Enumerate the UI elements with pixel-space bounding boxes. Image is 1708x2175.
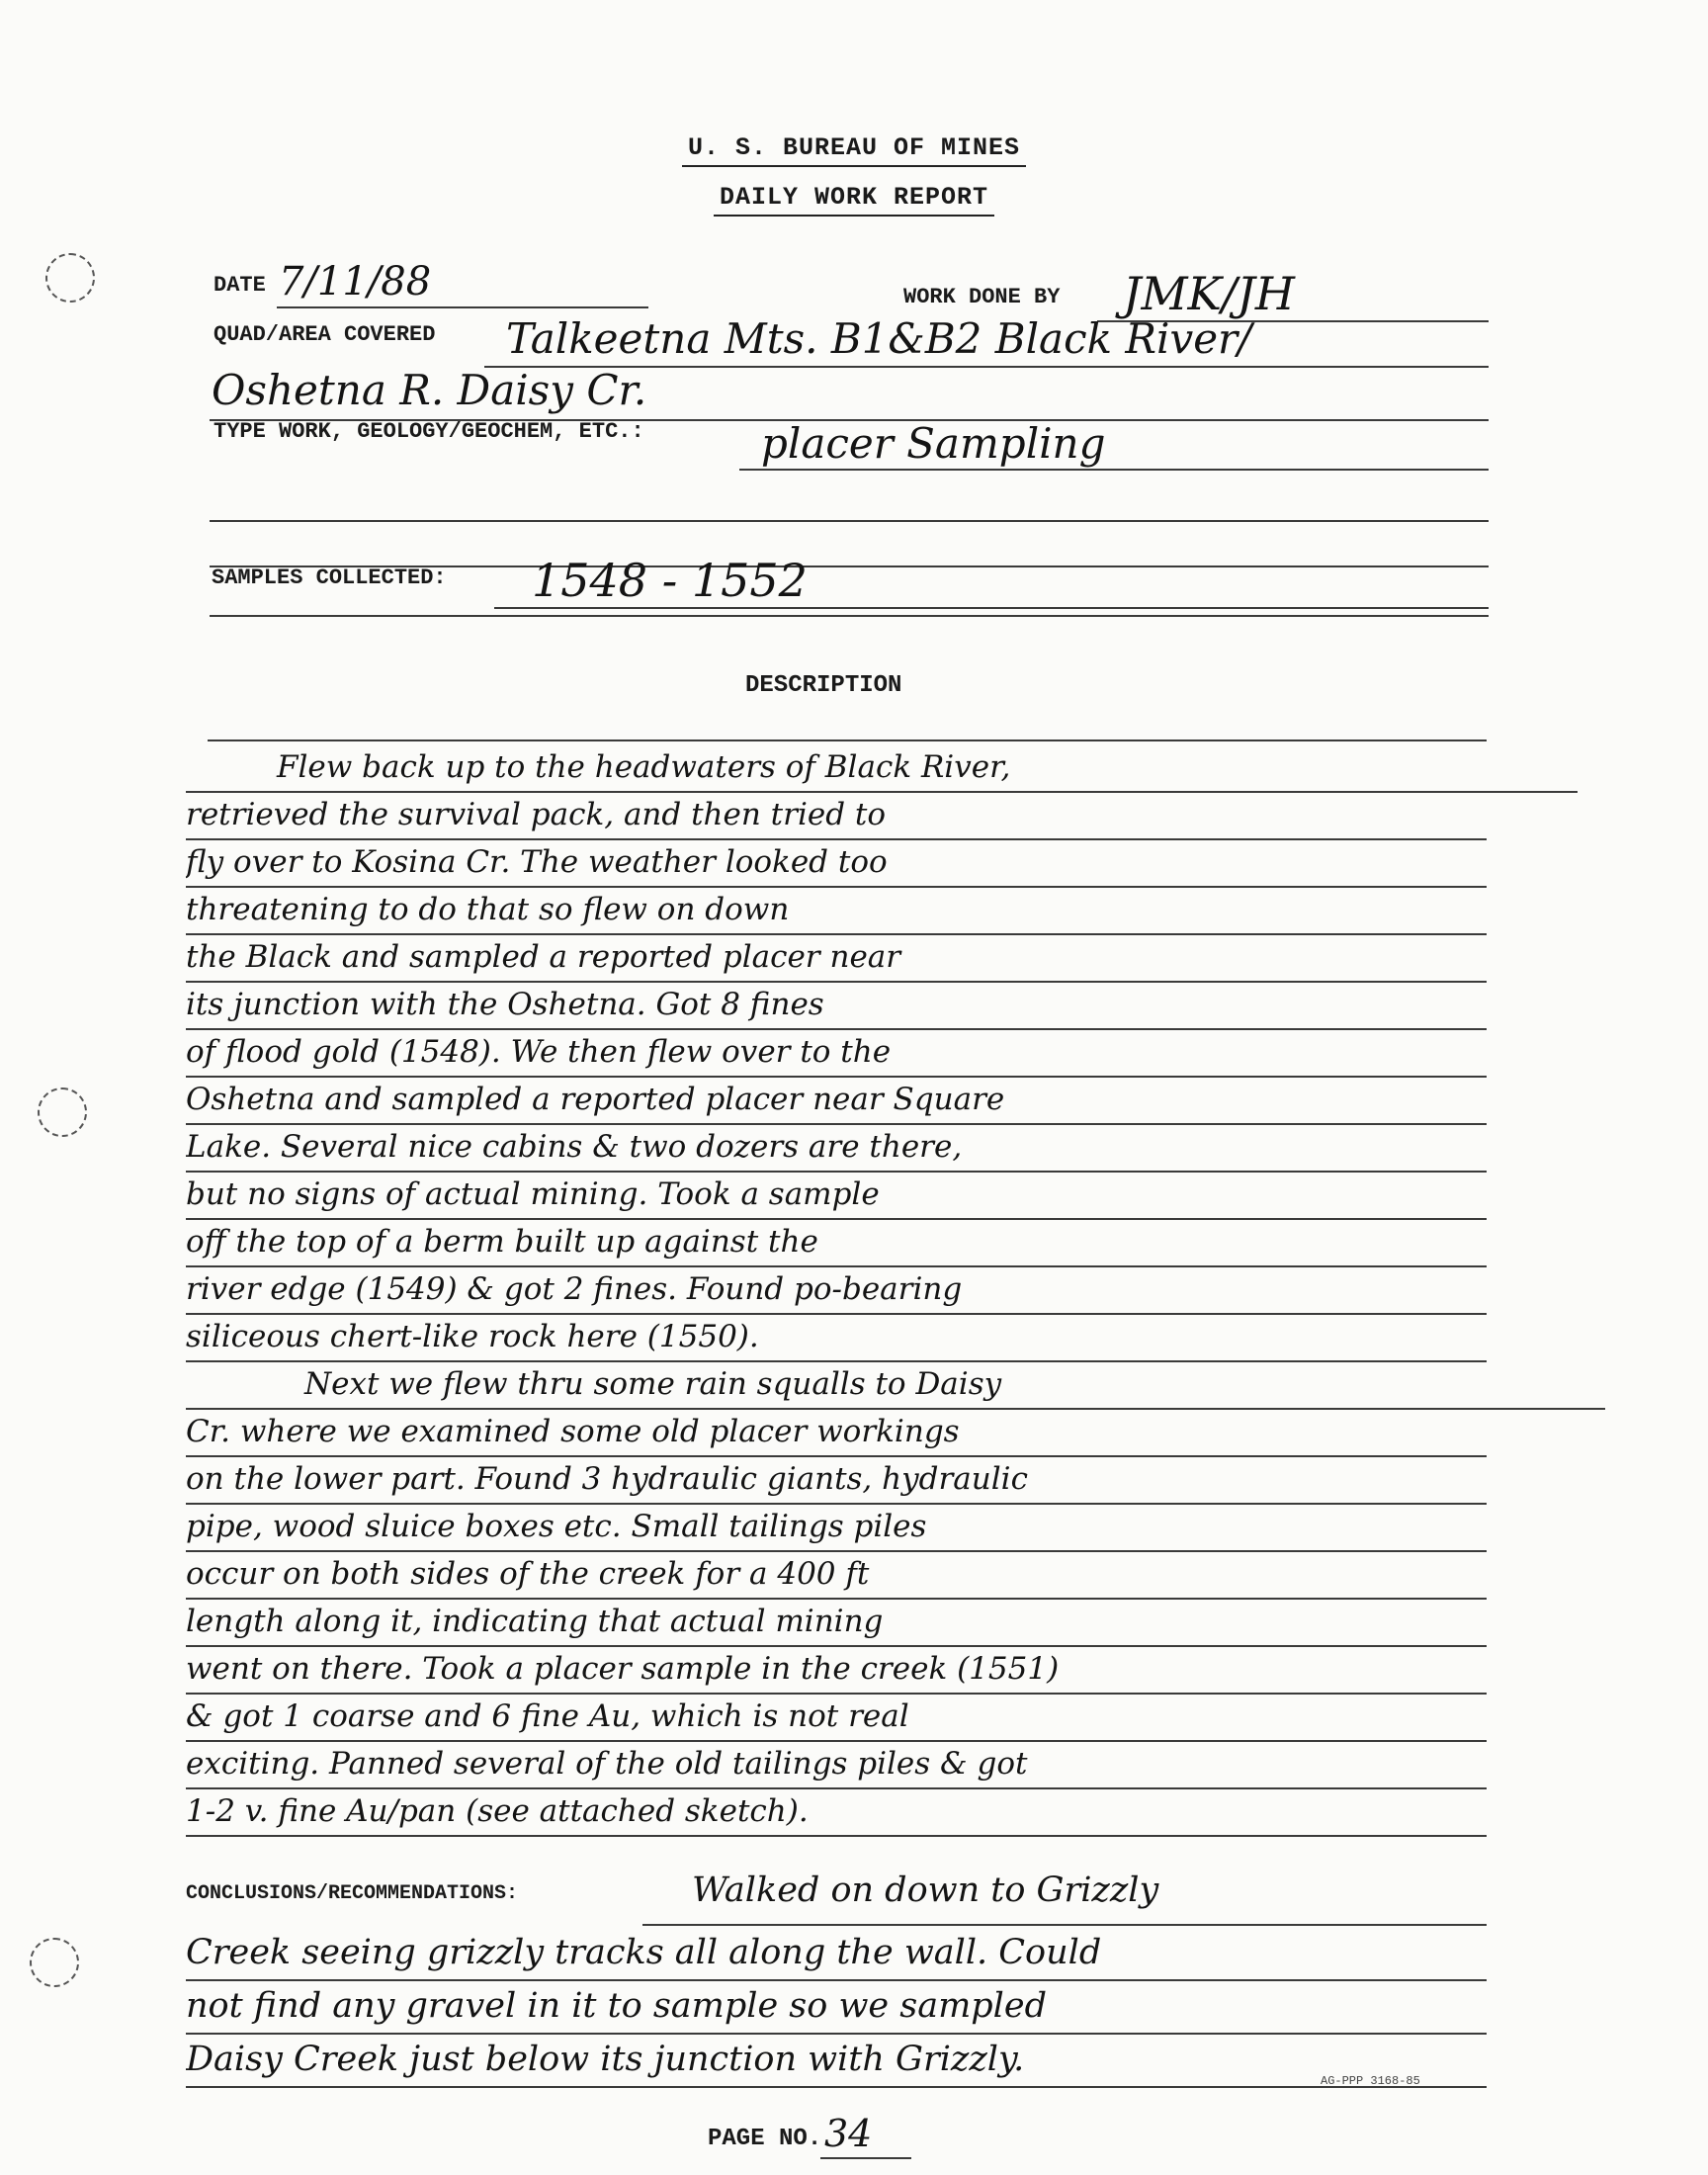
page-number-rule <box>820 2157 911 2159</box>
description-line: its junction with the Oshetna. Got 8 fines <box>186 981 1487 1030</box>
conclusions-line: not find any gravel in it to sample so we sampled <box>186 1979 1487 2035</box>
description-line: river edge (1549) & got 2 fines. Found po-bearing <box>186 1265 1487 1315</box>
page-number-label: PAGE NO. <box>708 2126 822 2152</box>
description-line: went on there. Took a placer sample in the creek (1551) <box>186 1645 1487 1695</box>
description-line: Lake. Several nice cabins & two dozers are there, <box>186 1123 1487 1173</box>
agency-heading: U. S. BUREAU OF MINES <box>0 133 1708 167</box>
description-line: occur on both sides of the creek for a 400 ft <box>186 1550 1487 1600</box>
date-label: DATE <box>214 273 266 298</box>
description-heading: DESCRIPTION <box>745 672 902 699</box>
conclusions-line: Creek seeing grizzly tracks all along the wall. Could <box>186 1926 1487 1981</box>
type-work-rule-2 <box>210 520 1489 522</box>
description-line: off the top of a berm built up against the <box>186 1218 1487 1267</box>
samples-collected-rule-2 <box>210 615 1489 617</box>
description-line: Flew back up to the headwaters of Black River, <box>186 743 1578 793</box>
work-done-by-value: JMK/JH <box>1123 267 1295 320</box>
form-code: AG-PPP 3168-85 <box>1321 2074 1420 2088</box>
date-value: 7/11/88 <box>279 259 432 304</box>
samples-collected-value: 1548 - 1552 <box>532 554 808 607</box>
description-line: 1-2 v. fine Au/pan (see attached sketch). <box>186 1787 1487 1837</box>
type-work-rule-1 <box>739 469 1489 471</box>
samples-collected-rule-1 <box>494 607 1489 609</box>
conclusions-line: Daisy Creek just below its junction with Grizzly. <box>186 2033 1487 2088</box>
conclusions-label: CONCLUSIONS/RECOMMENDATIONS: <box>186 1882 519 1905</box>
description-top-rule <box>208 740 1487 741</box>
quad-area-value-line-2: Oshetna R. Daisy Cr. <box>212 366 647 414</box>
description-line: of flood gold (1548). We then flew over to the <box>186 1028 1487 1078</box>
description-line: & got 1 coarse and 6 fine Au, which is not real <box>186 1693 1487 1742</box>
punch-hole-middle <box>38 1088 87 1137</box>
description-line: pipe, wood sluice boxes etc. Small tailings piles <box>186 1503 1487 1552</box>
description-line: fly over to Kosina Cr. The weather looked too <box>186 838 1487 888</box>
description-line: Cr. where we examined some old placer workings <box>186 1408 1487 1457</box>
conclusions-line: Walked on down to Grizzly <box>692 1870 1159 1910</box>
description-line: retrieved the survival pack, and then tried to <box>186 791 1487 840</box>
page-number-value: 34 <box>824 2112 873 2155</box>
punch-hole-bottom <box>30 1938 79 1987</box>
description-line: but no signs of actual mining. Took a sample <box>186 1171 1487 1220</box>
report-title: DAILY WORK REPORT <box>0 183 1708 217</box>
description-line: threatening to do that so flew on down <box>186 886 1487 935</box>
type-work-label: TYPE WORK, GEOLOGY/GEOCHEM, ETC.: <box>214 419 644 444</box>
date-rule <box>277 306 648 308</box>
type-work-value: placer Sampling <box>761 419 1106 468</box>
description-line: Next we flew thru some rain squalls to Daisy <box>186 1360 1605 1410</box>
description-line: on the lower part. Found 3 hydraulic giants, hydraulic <box>186 1455 1487 1505</box>
quad-area-label: QUAD/AREA COVERED <box>214 322 436 347</box>
work-done-by-label: WORK DONE BY <box>903 285 1061 309</box>
punch-hole-top <box>45 253 95 303</box>
description-line: siliceous chert-like rock here (1550). <box>186 1313 1487 1362</box>
description-line: the Black and sampled a reported placer near <box>186 933 1487 983</box>
quad-area-value-line-1: Talkeetna Mts. B1&B2 Black River/ <box>506 314 1252 363</box>
description-line: exciting. Panned several of the old tailings piles & got <box>186 1740 1487 1789</box>
description-line: Oshetna and sampled a reported placer near Square <box>186 1076 1487 1125</box>
description-line: length along it, indicating that actual mining <box>186 1598 1487 1647</box>
samples-collected-label: SAMPLES COLLECTED: <box>212 566 447 590</box>
